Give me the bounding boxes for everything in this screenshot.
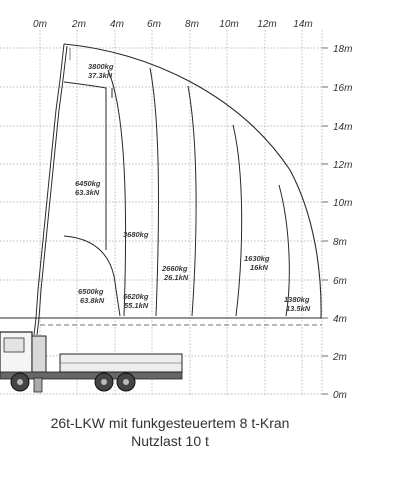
crane-boom xyxy=(34,44,70,335)
load-weight-label: 6500kg xyxy=(78,287,104,296)
y-axis-label: 0m xyxy=(333,390,347,401)
load-force-label: 26.1kN xyxy=(164,273,189,282)
y-axis-label: 6m xyxy=(333,276,347,287)
x-axis-label: 4m xyxy=(110,19,124,30)
wheel-hub xyxy=(101,379,107,385)
caption-line-2: Nutzlast 10 t xyxy=(131,433,209,449)
y-axis-label: 8m xyxy=(333,237,347,248)
load-curve xyxy=(108,70,126,316)
x-axis-label: 8m xyxy=(185,19,199,30)
wheel-hub xyxy=(17,379,23,385)
wheel-hub xyxy=(123,379,129,385)
load-labels xyxy=(75,62,311,313)
load-weight-label: 3800kg xyxy=(88,62,114,71)
load-force-label: 16kN xyxy=(250,263,268,272)
y-axis-label: 4m xyxy=(333,314,347,325)
y-axis-label: 16m xyxy=(333,83,353,94)
x-axis-label: 0m xyxy=(33,19,47,30)
load-curve xyxy=(150,68,158,316)
truck-illustration xyxy=(0,332,182,392)
y-axis-label: 2m xyxy=(333,352,347,363)
caption-line-1: 26t-LKW mit funkgesteuertem 8 t-Kran xyxy=(50,415,290,431)
load-weight-label: 1380kg xyxy=(284,295,310,304)
load-force-label: 63.8kN xyxy=(80,296,105,305)
y-axis-label: 18m xyxy=(333,44,353,55)
y-axis-label: 12m xyxy=(333,160,353,171)
load-force-label: 37.3kN xyxy=(88,71,113,80)
load-force-label: 63.3kN xyxy=(75,188,100,197)
x-axis-label: 14m xyxy=(293,19,313,30)
y-axis-labels xyxy=(332,44,352,401)
outrigger xyxy=(34,378,42,392)
grid xyxy=(0,30,330,395)
load-curve xyxy=(64,82,106,250)
x-axis-label: 12m xyxy=(257,19,277,30)
load-weight-label: 1630kg xyxy=(244,254,270,263)
x-axis-label: 6m xyxy=(147,19,161,30)
load-force-label: 55.1kN xyxy=(124,301,149,310)
x-axis-label: 2m xyxy=(72,19,86,30)
load-weight-label: 3680kg xyxy=(123,230,149,239)
truck-cab-window xyxy=(4,338,24,352)
crane-base xyxy=(32,336,46,372)
diagram-caption xyxy=(0,414,340,450)
y-axis-label: 10m xyxy=(333,198,353,209)
boom-outline xyxy=(37,46,67,335)
y-axis-label: 14m xyxy=(333,122,353,133)
boom-outline xyxy=(34,44,64,335)
x-axis-labels xyxy=(33,19,313,30)
load-weight-label: 2660kg xyxy=(162,264,188,273)
load-force-label: 13.5kN xyxy=(286,304,311,313)
load-curve xyxy=(188,86,196,316)
load-curve xyxy=(233,125,242,316)
x-axis-label: 10m xyxy=(219,19,239,30)
working-range-envelope xyxy=(64,44,321,318)
load-weight-label: 6450kg xyxy=(75,179,101,188)
load-weight-label: 5620kg xyxy=(123,292,149,301)
y-axis-ticks xyxy=(322,48,328,394)
